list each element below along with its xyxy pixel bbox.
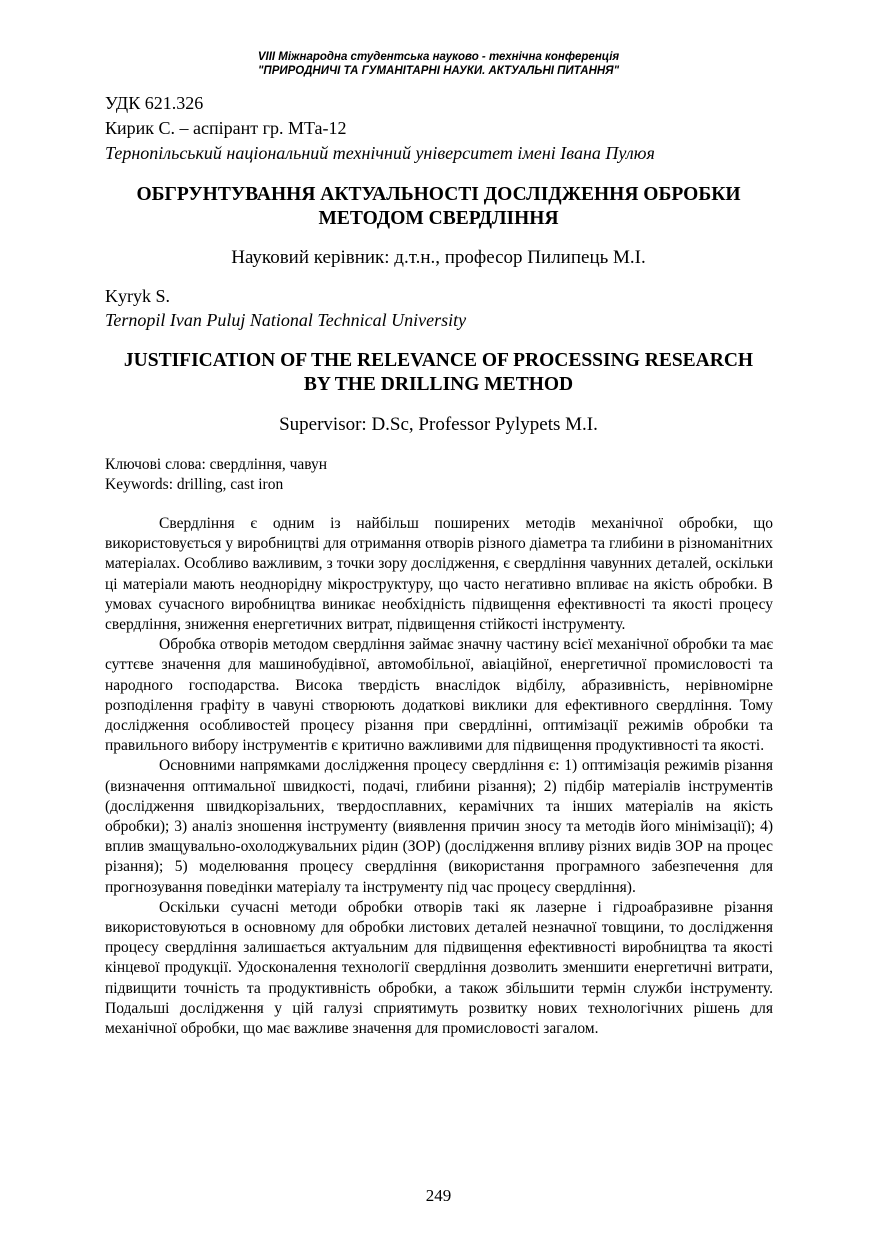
- supervisor-ua: Науковий керівник: д.т.н., професор Пилипець М.І.: [231, 247, 646, 268]
- supervisor-en: Supervisor: D.Sc, Professor Pylypets M.I.: [279, 414, 598, 435]
- conference-header: [0, 50, 877, 78]
- keywords-en: Keywords: drilling, cast iron: [105, 476, 284, 493]
- institution-en: Ternopil Ivan Puluj National Technical University: [105, 310, 467, 330]
- paragraph-4: Оскільки сучасні методи обробки отворів такі як лазерне і гідроабразивне різання використовуються в основному для обробки листових деталей незначної товщини, то дослідження процесу свердління залишається актуальним для підвищення ефективності виробництва та якості кінцевої продукції. Удосконалення технології свердління дозволить зменшити енергетичні витрати, підвищити точність та продуктивність обробки, а також збільшити термін служби інструменту. Подальші дослідження у цій галузі сприятимуть розвитку нових технологічних рішень для механічної обробки, що має важливе значення для промисловості загалом.: [105, 898, 773, 1038]
- keywords-ua: Ключові слова: свердління, чавун: [105, 456, 328, 473]
- title-en-line2: BY THE DRILLING METHOD: [303, 374, 574, 395]
- udk-code: УДК 621.326: [105, 93, 204, 113]
- title-ua-line2: МЕТОДОМ СВЕРДЛІННЯ: [318, 208, 559, 229]
- author-en: Kyryk S.: [105, 286, 171, 306]
- title-ua-line1: ОБГРУНТУВАННЯ АКТУАЛЬНОСТІ ДОСЛІДЖЕННЯ ОБРОБКИ: [136, 184, 741, 205]
- title-en: [105, 349, 772, 397]
- paragraph-3: Основними напрямками дослідження процесу свердління є: 1) оптимізація режимів різання (визначення оптимальної швидкості, подачі, глибини різання); 2) підбір матеріалів інструментів (дослідження швидкорізальних, твердосплавних, керамічних та інших матеріалів на якість обробки); 3) аналіз зношення інструменту (виявлення причин зносу та методів його мінімізації); 4) вплив змащувально-охолоджувальних рідин (ЗОР) (дослідження впливу різних видів ЗОР на процес різання); 5) моделювання процесу свердління (використання програмного забезпечення для прогнозування поведінки матеріалу та інструменту під час процесу свердління).: [105, 757, 773, 896]
- conference-header-line1: VIII Міжнародна студентська науково - технічна конференція: [257, 51, 620, 63]
- page-number: 249: [425, 1186, 452, 1205]
- conference-header-line2: "ПРИРОДНИЧІ ТА ГУМАНІТАРНІ НАУКИ. АКТУАЛЬНІ ПИТАННЯ": [257, 65, 620, 77]
- institution-ua: Тернопільський національний технічний університет імені Івана Пулюя: [105, 143, 655, 163]
- title-ua: [105, 183, 772, 231]
- body-text: [105, 514, 773, 1039]
- author-ua: Кирик С. – аспірант гр. МТа-12: [105, 118, 347, 138]
- title-en-line1: JUSTIFICATION OF THE RELEVANCE OF PROCESSING RESEARCH: [123, 350, 754, 371]
- paragraph-1: Свердління є одним із найбільш поширених методів механічної обробки, що використовується у виробництві для отримання отворів різного діаметра та глибини в різноманітних матеріалах. Особливо важливим, з точки зору дослідження, є свердління чавунних деталей, оскільки ці матеріали мають неоднорідну мікроструктуру, що часто негативно впливає на якість обробки. В умовах сучасного виробництва виникає необхідність підвищення ефективності та якості процесу свердління, зниження енергетичних витрат, підвищення стійкості інструменту.: [105, 515, 773, 634]
- paragraph-2: Обробка отворів методом свердління займає значну частину всієї механічної обробки та має суттєве значення для машинобудівної, автомобільної, авіаційної, енергетичної промисловості та народного господарства. Висока твердість внаслідок відбілу, абразивність, нерівномірне розподілення графіту в чавуні створюють додаткові виклики для ефективного свердління. Тому дослідження особливостей процесу різання при свердлінні, оптимізації режимів обробки та правильного вибору інструментів є критично важливими для підвищення продуктивності та якості.: [105, 636, 773, 755]
